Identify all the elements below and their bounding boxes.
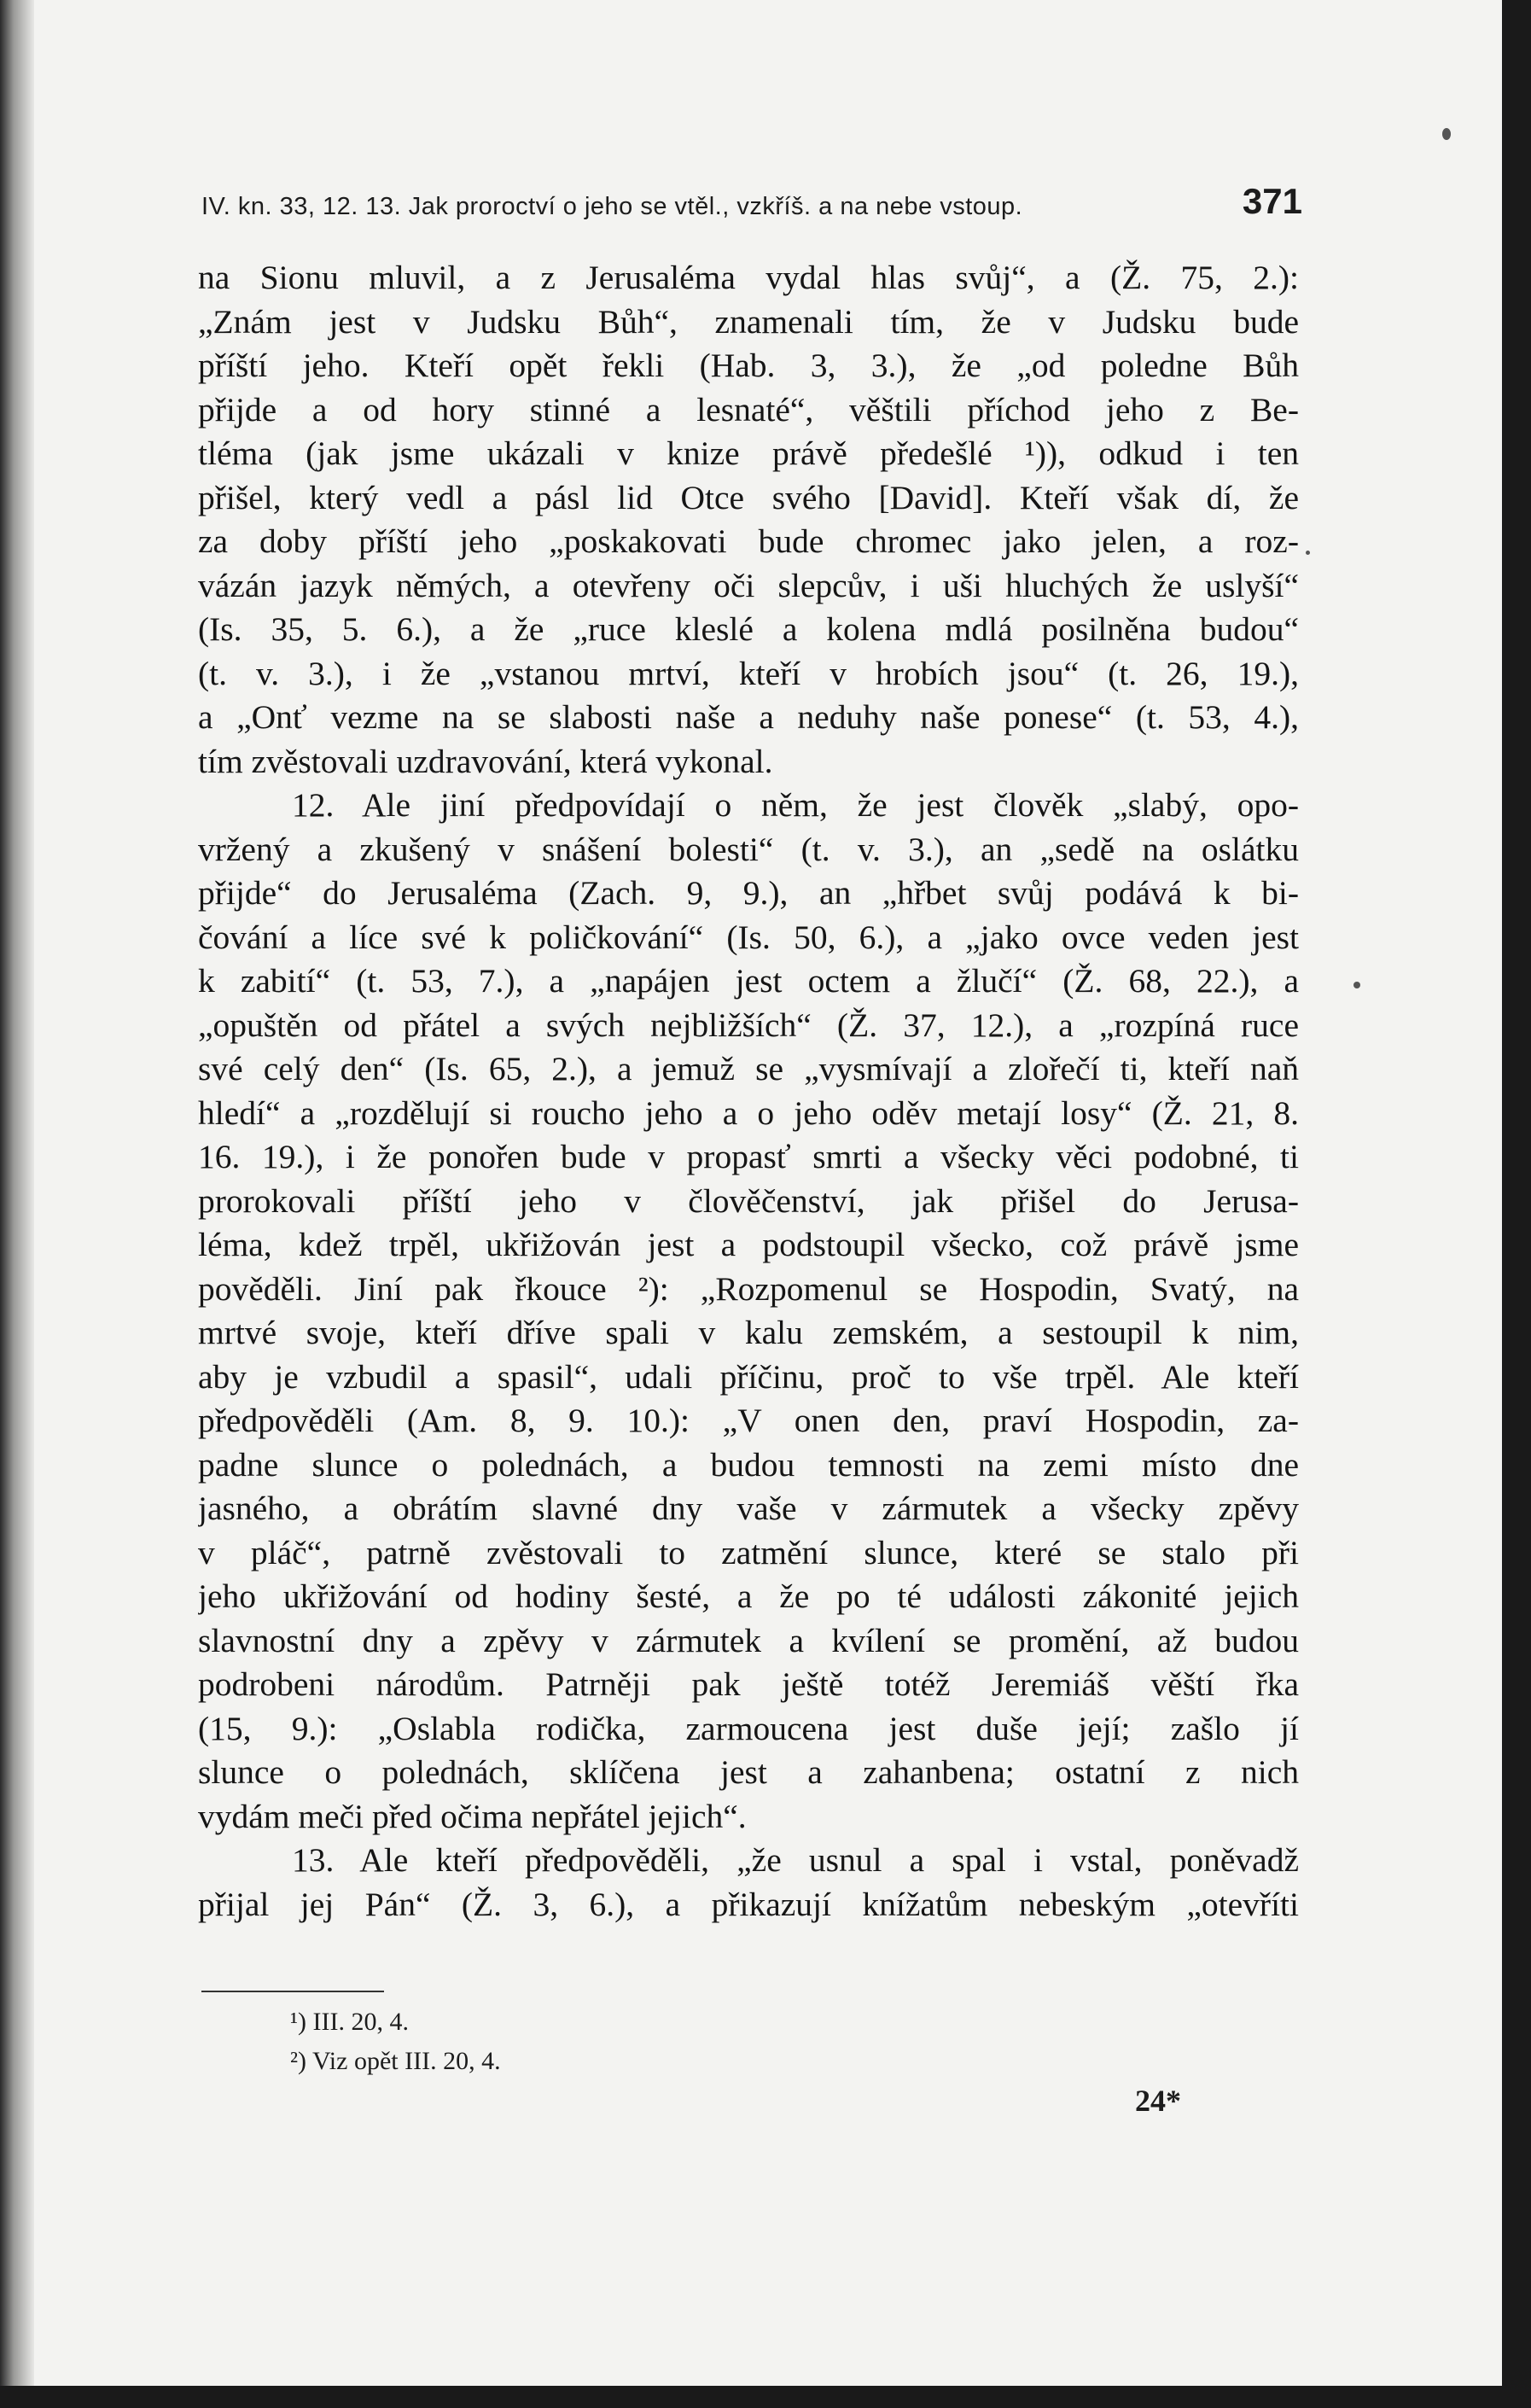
dust-speck [1353,982,1360,988]
text-line: za doby příští jeho „poskakovati bude chromec jako jelen, a roz- [198,522,1299,560]
text-line: v pláč“, patrně zvěstovali to zatmění slunce, které se stalo při [198,1533,1299,1571]
text-line: „Znám jest v Judsku Bůh“, znamenali tím, že v Judsku bude [198,302,1299,341]
text-line: k zabití“ (t. 53, 7.), a „napájen jest octem a žlučí“ (Ž. 68, 22.), a [198,962,1299,1000]
text-line: přišel, který vedl a pásl lid Otce svého [David]. Kteří však dí, že [198,478,1299,516]
text-line: 16. 19.), i že ponořen bude v propasť smrti a všecky věci podobné, ti [198,1138,1299,1175]
footnotes [290,2003,973,2081]
footnote-2: ²) Viz opět III. 20, 4. [290,2047,501,2075]
page-number: 371 [1242,181,1302,221]
text-line: (15, 9.): „Oslabla rodička, zarmoucena jest duše její; zašlo jí [198,1709,1299,1747]
text-line: na Sionu mluvil, a z Jerusaléma vydal hlas svůj“, a (Ž. 75, 2.): [198,259,1299,296]
text-line: přijde a od hory stinné a lesnaté“, věštili příchod jeho z Be- [198,390,1299,429]
text-line: vázán jazyk němých, a otevřeny oči slepcův, i uši hluchých že uslyší“ [198,566,1299,604]
text-line: své celý den“ (Is. 65, 2.), a jemuž se „vysmívají a zlořečí ti, kteří naň [198,1050,1299,1087]
printer-signature-mark: 24* [1135,2084,1181,2118]
text-line: tím zvěstovali uzdravování, která vykonal. [198,742,773,780]
text-line: přijde“ do Jerusaléma (Zach. 9, 9.), an „hřbet svůj podává k bi- [198,874,1299,912]
paragraph-12-start: 12. Ale jiní předpovídají o něm, že jest člověk „slabý, opo- [292,786,1299,824]
footnote-divider [201,1991,384,1992]
text-line: (Is. 35, 5. 6.), a že „ruce kleslé a kolena mdlá posilněna budou“ [198,610,1299,648]
text-line: přijal jej Pán“ (Ž. 3, 6.), a přikazují knížatům nebeským „otevříti [198,1885,1299,1923]
text-line: jeho ukřižování od hodiny šesté, a že po té události zákonité jejich [198,1577,1299,1615]
page-spine-shadow [0,0,34,2386]
text-line: (t. v. 3.), i že „vstanou mrtví, kteří v hrobích jsou“ (t. 26, 19.), [198,654,1299,692]
text-line: hledí“ a „rozdělují si roucho jeho a o jeho oděv metají losy“ (Ž. 21, 8. [198,1093,1299,1132]
text-line: slavnostní dny a zpěvy v zármutek a kvílení se promění, až budou [198,1621,1299,1659]
text-line: jasného, a obrátím slavné dny vaše v zármutek a všecky zpěvy [198,1490,1299,1527]
page-header [201,181,1302,232]
paragraph-13-start: 13. Ale kteří předpověděli, „že usnul a spal i vstal, poněvadž [292,1841,1299,1879]
text-line: tléma (jak jsme ukázali v knize právě předešlé ¹)), odkud i ten [198,434,1299,472]
text-line: léma, kdež trpěl, ukřižován jest a podstoupil všecko, což právě jsme [198,1226,1299,1263]
body-text [198,256,1299,1927]
text-line: a „Onť vezme na se slabosti naše a neduhy naše ponese“ (t. 53, 4.), [198,698,1299,736]
text-line: slunce o polednách, sklíčena jest a zahanbena; ostatní z nich [198,1753,1299,1791]
text-line: „opuštěn od přátel a svých nejbližších“ (Ž. 37, 12.), a „rozpíná ruce [198,1006,1299,1044]
text-line: vydám meči před očima nepřátel jejich“. [198,1797,747,1835]
text-line: padne slunce o polednách, a budou temnosti na zemi místo dne [198,1445,1299,1484]
dust-speck [1442,128,1451,140]
text-line: podrobeni národům. Patrněji pak ještě totéž Jeremiáš věští řka [198,1665,1299,1703]
text-line: vržený a zkušený v snášení bolesti“ (t. v. 3.), an „sedě na oslátku [198,830,1299,868]
dust-speck [1306,551,1310,555]
text-line: čování a líce své k poličkování“ (Is. 50, 6.), a „jako ovce veden jest [198,918,1299,956]
text-line: předpověděli (Am. 8, 9. 10.): „V onen den, praví Hospodin, za- [198,1402,1299,1439]
running-head: IV. kn. 33, 12. 13. Jak proroctví o jeho se vtěl., vzkříš. a na nebe vstoup. [201,193,1023,220]
text-line: pověděli. Jiní pak řkouce ²): „Rozpomenul se Hospodin, Svatý, na [198,1269,1299,1308]
text-line: příští jeho. Kteří opět řekli (Hab. 3, 3.), že „od poledne Bůh [198,347,1299,384]
footnote-1: ¹) III. 20, 4. [290,2008,409,2036]
text-line: prorokovali příští jeho v člověčenství, jak přišel do Jerusa- [198,1181,1299,1220]
text-line: aby je vzbudil a spasil“, udali příčinu, proč to vše trpěl. Ale kteří [198,1357,1299,1396]
text-line: mrtvé svoje, kteří dříve spali v kalu zemském, a sestoupil k nim, [198,1314,1299,1351]
